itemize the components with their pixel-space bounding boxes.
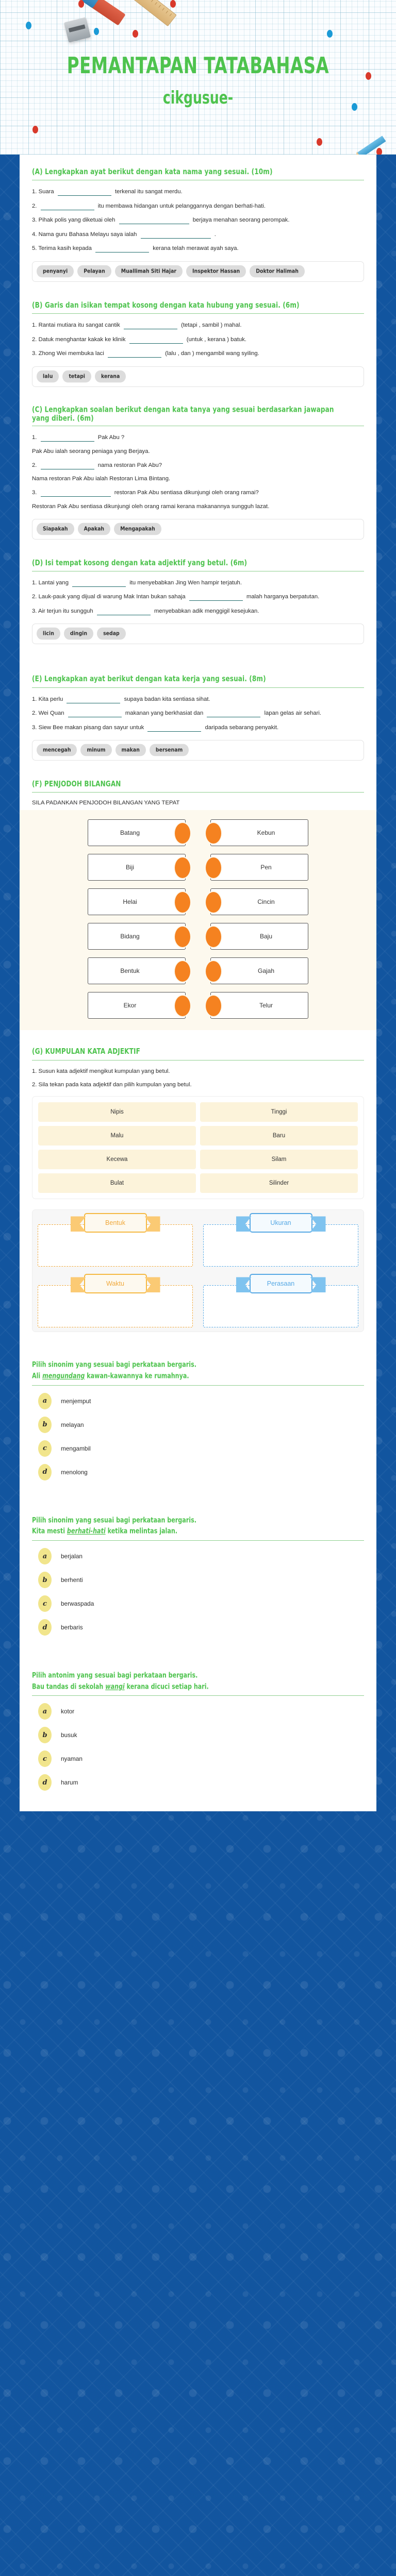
confetti-dot — [327, 30, 333, 38]
category-ribbon-label: Waktu — [84, 1274, 147, 1293]
match-right-label: Pen — [260, 864, 272, 871]
match-right-label: Cincin — [257, 898, 275, 906]
prompt-keyword: sinonim — [48, 1516, 74, 1525]
answer-blank[interactable] — [58, 189, 111, 196]
prompt-keyword: antonim — [48, 1671, 75, 1680]
q-number: 2. — [32, 594, 37, 600]
match-connector-knob[interactable] — [175, 823, 190, 844]
underlined-target-word: wangi — [105, 1682, 125, 1691]
mcq-1 — [20, 1361, 376, 1480]
word-chip[interactable]: bersenam — [150, 744, 189, 756]
section-a-title: (A) Lengkapkan ayat berikut dengan kata nama yang sesuai. (10m) — [32, 166, 273, 176]
sentence-prefix: Ali — [32, 1371, 43, 1380]
option-letter: d — [38, 1619, 52, 1636]
match-connector-knob[interactable] — [175, 927, 190, 947]
option-label: melayan — [61, 1421, 84, 1428]
category-drop-panel — [32, 1209, 364, 1332]
prompt-keyword: sinonim — [48, 1360, 74, 1369]
category-bentuk[interactable] — [32, 1210, 198, 1271]
section-d — [20, 559, 376, 645]
q-text-after: . — [214, 231, 216, 238]
match-right-item[interactable] — [210, 957, 308, 984]
option-letter: a — [38, 1703, 52, 1720]
q-number: 2. — [32, 710, 37, 717]
mcq-3 — [20, 1672, 376, 1791]
q-text-after: malah harganya berpatutan. — [246, 594, 320, 600]
q-text-after: supaya badan kita sentiasa sihat. — [124, 696, 210, 702]
word-chip[interactable]: Mengapakah — [114, 523, 161, 535]
adjective-word[interactable]: Silam — [200, 1150, 358, 1169]
adjective-word[interactable]: Kecewa — [38, 1150, 196, 1169]
option-label: berbaris — [61, 1624, 83, 1631]
answer-c1: Pak Abu ialah seorang peniaga yang Berjaya. — [32, 448, 150, 454]
option-letter: c — [38, 1440, 52, 1457]
q-number: 2. — [32, 203, 37, 209]
category-ribbon-label: Perasaan — [250, 1274, 312, 1293]
q-text-before: Suara — [38, 189, 54, 195]
q-number: 3. — [32, 217, 37, 224]
divider — [32, 792, 364, 793]
section-e-title: (E) Lengkapkan ayat berikut dengan kata kerja yang sesuai. (8m) — [32, 674, 266, 683]
divider — [32, 1540, 364, 1541]
answer-blank[interactable] — [207, 710, 260, 717]
q-number: 1. — [32, 696, 37, 702]
q-number: 3. — [32, 724, 37, 731]
word-chip[interactable]: mencegah — [37, 744, 77, 756]
q-text-before: Nama guru Bahasa Melayu saya ialah — [38, 231, 137, 238]
match-right-label: Baju — [259, 933, 273, 940]
q-text-after: itu menyebabkan Jing Wen hampir terjatuh. — [129, 579, 242, 586]
question-e1 — [32, 694, 364, 705]
answer-c2: Nama restoran Pak Abu ialah Restoran Lima Bintang. — [32, 476, 171, 482]
match-connector-knob[interactable] — [175, 892, 190, 913]
category-ribbon-label: Bentuk — [84, 1213, 147, 1233]
word-chip[interactable]: tetapi — [62, 371, 91, 383]
mcq-2-prompt — [32, 1516, 351, 1525]
option-label: harum — [61, 1779, 78, 1787]
question-c2 — [32, 460, 364, 472]
answer-blank[interactable] — [41, 203, 94, 210]
match-left-item[interactable] — [88, 888, 186, 915]
match-left-label: Bidang — [120, 933, 140, 940]
q-text-after: nama restoran Pak Abu? — [97, 462, 162, 468]
sentence-suffix: kerana dicuci setiap hari. — [124, 1682, 209, 1691]
question-a5 — [32, 243, 364, 255]
match-connector-knob[interactable] — [206, 823, 221, 844]
answer-blank[interactable] — [67, 696, 120, 703]
option-letter: b — [38, 1417, 52, 1433]
option-label: berwaspada — [61, 1600, 94, 1608]
mcq-2 — [20, 1517, 376, 1636]
q-text-before: Lantai yang — [38, 579, 69, 586]
question-c1 — [32, 432, 364, 444]
match-right-label: Kebun — [257, 829, 275, 837]
sentence-suffix: ketika melintas jalan. — [105, 1526, 177, 1536]
match-right-item[interactable] — [210, 819, 308, 846]
underlined-target-word: berhati-hati — [67, 1526, 106, 1536]
word-chip[interactable]: minum — [80, 744, 111, 756]
match-left-item[interactable] — [88, 957, 186, 984]
word-bank-a — [32, 261, 364, 282]
mcq-option[interactable] — [32, 1440, 364, 1457]
mcq-option[interactable] — [32, 1727, 364, 1743]
q-text-after: itu membawa hidangan untuk pelanggannya dengan berhati-hati. — [97, 203, 266, 209]
confetti-dot — [78, 0, 84, 8]
section-f-instruction: SILA PADANKAN PENJODOH BILANGAN YANG TEPAT — [32, 800, 180, 806]
adjective-word[interactable]: Malu — [38, 1126, 196, 1146]
mcq-option[interactable] — [32, 1548, 364, 1564]
section-b-title: (B) Garis dan isikan tempat kosong dengan kata hubung yang sesuai. (6m) — [32, 300, 300, 310]
section-f-title: (F) PENJODOH BILANGAN — [32, 779, 121, 788]
category-waktu[interactable] — [32, 1271, 198, 1332]
word-chip[interactable]: licin — [37, 628, 60, 640]
question-a2 — [32, 200, 364, 212]
q-number: 3. — [32, 608, 37, 614]
word-chip[interactable]: Pelayan — [77, 265, 111, 278]
mcq-option[interactable] — [32, 1393, 364, 1409]
q-text-before: Wei Quan — [38, 710, 64, 717]
section-g — [20, 1048, 376, 1332]
q-text-before: Terima kasih kepada — [38, 245, 92, 252]
eraser-icon — [91, 0, 126, 26]
match-row — [20, 854, 376, 881]
word-chip[interactable]: dingin — [64, 628, 93, 640]
match-row — [20, 819, 376, 846]
confetti-dot — [317, 138, 322, 146]
q-number: 2. — [32, 336, 37, 343]
prompt-prefix: Pilih — [32, 1516, 48, 1525]
section-d-title: (D) Isi tempat kosong dengan kata adjektif yang betul. (6m) — [32, 557, 248, 567]
match-left-label: Bentuk — [120, 967, 140, 975]
matching-activity — [20, 810, 376, 1030]
section-c-title: (C) Lengkapkan soalan berikut dengan kata tanya yang sesuai berdasarkan jawapan yang diberi. (6m) — [32, 404, 334, 423]
question-e2 — [32, 708, 364, 719]
match-left-label: Ekor — [123, 1002, 137, 1009]
option-letter: b — [38, 1727, 52, 1743]
match-connector-knob[interactable] — [175, 857, 190, 878]
answer-blank[interactable] — [41, 490, 111, 497]
sentence-prefix: Kita mesti — [32, 1526, 67, 1536]
section-g-instruction-2: 2. Sila tekan pada kata adjektif dan pilih kumpulan yang betul. — [32, 1082, 192, 1088]
answer-blank[interactable] — [97, 608, 151, 615]
mcq-option[interactable] — [32, 1774, 364, 1791]
q-number: 1. — [32, 322, 37, 329]
q-text-after: restoran Pak Abu sentiasa dikunjungi oleh orang ramai? — [114, 490, 259, 496]
option-letter: c — [38, 1750, 52, 1767]
match-connector-knob[interactable] — [175, 996, 190, 1016]
word-bank-c — [32, 519, 364, 540]
word-chip[interactable]: lalu — [37, 371, 59, 383]
question-c3 — [32, 487, 364, 499]
match-connector-knob[interactable] — [206, 961, 221, 982]
option-label: nyaman — [61, 1755, 82, 1763]
match-left-item[interactable] — [88, 854, 186, 881]
word-chip[interactable]: sedap — [97, 628, 126, 640]
confetti-dot — [170, 0, 176, 8]
mcq-option[interactable] — [32, 1703, 364, 1720]
q-text-before: Air terjun itu sungguh — [38, 608, 93, 614]
mcq-2-sentence — [32, 1527, 351, 1537]
section-a — [20, 168, 376, 282]
answer-blank[interactable] — [124, 322, 177, 329]
q-text-before: Siew Bee makan pisang dan sayur untuk — [38, 724, 144, 731]
match-right-item[interactable] — [210, 923, 308, 950]
q-number: 1. — [32, 189, 37, 195]
match-connector-knob[interactable] — [206, 996, 221, 1016]
word-chip[interactable]: Muallimah Siti Hajar — [115, 265, 183, 278]
match-connector-knob[interactable] — [175, 961, 190, 982]
adjective-word-pool — [32, 1096, 364, 1199]
match-row — [20, 923, 376, 950]
match-left-item[interactable] — [88, 992, 186, 1019]
question-a1 — [32, 186, 364, 198]
confetti-dot — [133, 30, 138, 38]
match-connector-knob[interactable] — [206, 892, 221, 913]
word-chip[interactable]: Doktor Halimah — [250, 265, 305, 278]
underlined-target-word: mengundang — [42, 1371, 85, 1380]
section-f — [20, 780, 376, 807]
word-chip[interactable]: makan — [116, 744, 146, 756]
q-text-after: (untuk , kerana ) batuk. — [186, 336, 246, 343]
mcq-option[interactable] — [32, 1750, 364, 1767]
confetti-dot — [94, 28, 99, 35]
answer-blank[interactable] — [119, 217, 189, 224]
answer-blank[interactable] — [189, 594, 243, 601]
content-card-main — [20, 155, 376, 1811]
confetti-dot — [376, 148, 382, 155]
answer-blank[interactable] — [141, 231, 211, 239]
match-left-item[interactable] — [88, 819, 186, 846]
option-letter: b — [38, 1572, 52, 1588]
divider — [32, 1385, 364, 1386]
question-a4 — [32, 229, 364, 241]
question-b2 — [32, 334, 364, 346]
section-g-instruction-1: 1. Susun kata adjektif mengikut kumpulan yang betul. — [32, 1068, 170, 1074]
q-text-after: berjaya menahan seorang perompak. — [192, 217, 290, 224]
question-a3 — [32, 214, 364, 226]
prompt-prefix: Pilih — [32, 1360, 48, 1369]
mcq-option[interactable] — [32, 1417, 364, 1433]
sharpener-icon — [64, 17, 91, 42]
confetti-dot — [26, 22, 31, 29]
option-letter: d — [38, 1464, 52, 1480]
match-left-label: Biji — [125, 864, 134, 871]
q-text-after: (lalu , dan ) mengambil wang syiling. — [165, 350, 259, 357]
answer-blank[interactable] — [129, 336, 183, 344]
q-number: 4. — [32, 231, 37, 238]
q-text-before: Datuk menghantar kakak ke klinik — [38, 336, 126, 343]
prompt-prefix: Pilih — [32, 1671, 48, 1680]
question-e3 — [32, 722, 364, 734]
mcq-option[interactable] — [32, 1572, 364, 1588]
q-number: 1. — [32, 434, 37, 441]
page-subtitle: cikgusue- — [162, 88, 234, 108]
match-right-label: Gajah — [257, 967, 275, 975]
adjective-word[interactable]: Bulat — [38, 1173, 196, 1193]
answer-blank[interactable] — [147, 725, 201, 732]
q-number: 3. — [32, 490, 37, 496]
q-text-before: Lauk-pauk yang dijual di warung Mak Intan bukan sahaja — [38, 594, 186, 600]
q-text-after: Pak Abu ? — [97, 434, 125, 441]
match-row — [20, 957, 376, 984]
q-text-before: Rantai mutiara itu sangat cantik — [38, 322, 120, 329]
question-d3 — [32, 605, 364, 617]
prompt-suffix: yang sesuai bagi perkataan bergaris. — [73, 1516, 196, 1525]
option-letter: a — [38, 1548, 52, 1564]
mcq-3-sentence — [32, 1682, 351, 1692]
match-connector-knob[interactable] — [206, 927, 221, 947]
word-chip[interactable]: Inspektor Hassan — [186, 265, 246, 278]
option-letter: d — [38, 1774, 52, 1791]
q-number: 2. — [32, 462, 37, 468]
answer-blank[interactable] — [41, 434, 94, 442]
q-number: 3. — [32, 350, 37, 357]
match-left-label: Helai — [123, 898, 137, 906]
adjective-word[interactable]: Silinder — [200, 1173, 358, 1193]
match-row — [20, 992, 376, 1019]
q-text-before: Zhong Wei membuka laci — [38, 350, 104, 357]
word-bank-d — [32, 624, 364, 644]
adjective-word[interactable]: Tinggi — [200, 1102, 358, 1122]
option-label: kotor — [61, 1708, 75, 1715]
q-text-after: (tetapi , sambil ) mahal. — [181, 322, 242, 329]
page-title: PEMANTAPAN TATABAHASA — [67, 53, 329, 79]
q-number: 5. — [32, 245, 37, 252]
answer-blank[interactable] — [68, 710, 122, 717]
category-ribbon-label: Ukuran — [250, 1213, 312, 1233]
divider — [32, 1695, 364, 1696]
divider — [32, 687, 364, 688]
answer-blank[interactable] — [72, 580, 126, 587]
option-letter: c — [38, 1595, 52, 1612]
word-bank-e — [32, 740, 364, 761]
q-text-after: kerana telah merawat ayah saya. — [153, 245, 239, 252]
match-right-item[interactable] — [210, 992, 308, 1019]
q-text-before: Kita perlu — [38, 696, 63, 702]
match-connector-knob[interactable] — [206, 857, 221, 878]
option-label: busuk — [61, 1731, 77, 1739]
question-d1 — [32, 577, 364, 589]
hero-banner — [0, 0, 396, 155]
option-letter: a — [38, 1393, 52, 1409]
answer-c3: Restoran Pak Abu sentiasa dikunjungi oleh orang ramai kerana makanannya sungguh lazat. — [32, 503, 270, 510]
word-chip[interactable]: penyanyi — [37, 265, 74, 278]
section-c — [20, 404, 376, 540]
question-d2 — [32, 591, 364, 603]
option-label: berhenti — [61, 1576, 83, 1584]
option-label: berjalan — [61, 1553, 82, 1560]
answer-blank[interactable] — [41, 462, 94, 469]
prompt-suffix: yang sesuai bagi perkataan bergaris. — [75, 1671, 198, 1680]
option-label: menolong — [61, 1468, 88, 1476]
match-right-label: Telur — [259, 1002, 273, 1009]
section-e — [20, 675, 376, 761]
prompt-suffix: yang sesuai bagi perkataan bergaris. — [73, 1360, 196, 1369]
match-right-item[interactable] — [210, 854, 308, 881]
word-bank-b — [32, 366, 364, 387]
adjective-word[interactable]: Nipis — [38, 1102, 196, 1122]
category-perasaan[interactable] — [198, 1271, 364, 1332]
question-b3 — [32, 348, 364, 360]
sentence-prefix: Bau tandas di sekolah — [32, 1682, 106, 1691]
word-chip[interactable]: Siapakah — [37, 523, 74, 535]
word-chip[interactable]: kerana — [95, 371, 126, 383]
q-text-after: menyebabkan adik menggigil kesejukan. — [154, 608, 259, 614]
mcq-option[interactable] — [32, 1595, 364, 1612]
sentence-suffix: kawan-kawannya ke rumahnya. — [85, 1371, 189, 1380]
section-g-title: (G) KUMPULAN KATA ADJEKTIF — [32, 1046, 140, 1056]
option-label: mengambil — [61, 1444, 91, 1452]
match-left-item[interactable] — [88, 923, 186, 950]
mcq-3-prompt — [32, 1671, 351, 1680]
divider — [32, 313, 364, 314]
word-chip[interactable]: Apakah — [78, 523, 111, 535]
mcq-option[interactable] — [32, 1464, 364, 1480]
match-right-item[interactable] — [210, 888, 308, 915]
answer-blank[interactable] — [95, 245, 149, 252]
q-text-after: lapan gelas air sehari. — [264, 710, 322, 717]
q-text-after: daripada sebarang penyakit. — [205, 724, 279, 731]
section-b — [20, 301, 376, 387]
answer-blank[interactable] — [108, 350, 161, 358]
q-text-mid: makanan yang berkhasiat dan — [125, 710, 204, 717]
match-row — [20, 888, 376, 915]
option-label: menjemput — [61, 1397, 91, 1405]
q-text-before: Pihak polis yang diketuai oleh — [38, 217, 116, 224]
mcq-1-sentence — [32, 1372, 351, 1382]
confetti-dot — [32, 126, 38, 133]
q-number: 1. — [32, 579, 37, 586]
question-b1 — [32, 319, 364, 331]
q-text-after: terkenal itu sangat merdu. — [115, 189, 183, 195]
category-ukuran[interactable] — [198, 1210, 364, 1271]
mcq-1-prompt — [32, 1360, 351, 1370]
mcq-option[interactable] — [32, 1619, 364, 1636]
adjective-word[interactable]: Baru — [200, 1126, 358, 1146]
match-left-label: Batang — [120, 829, 140, 837]
